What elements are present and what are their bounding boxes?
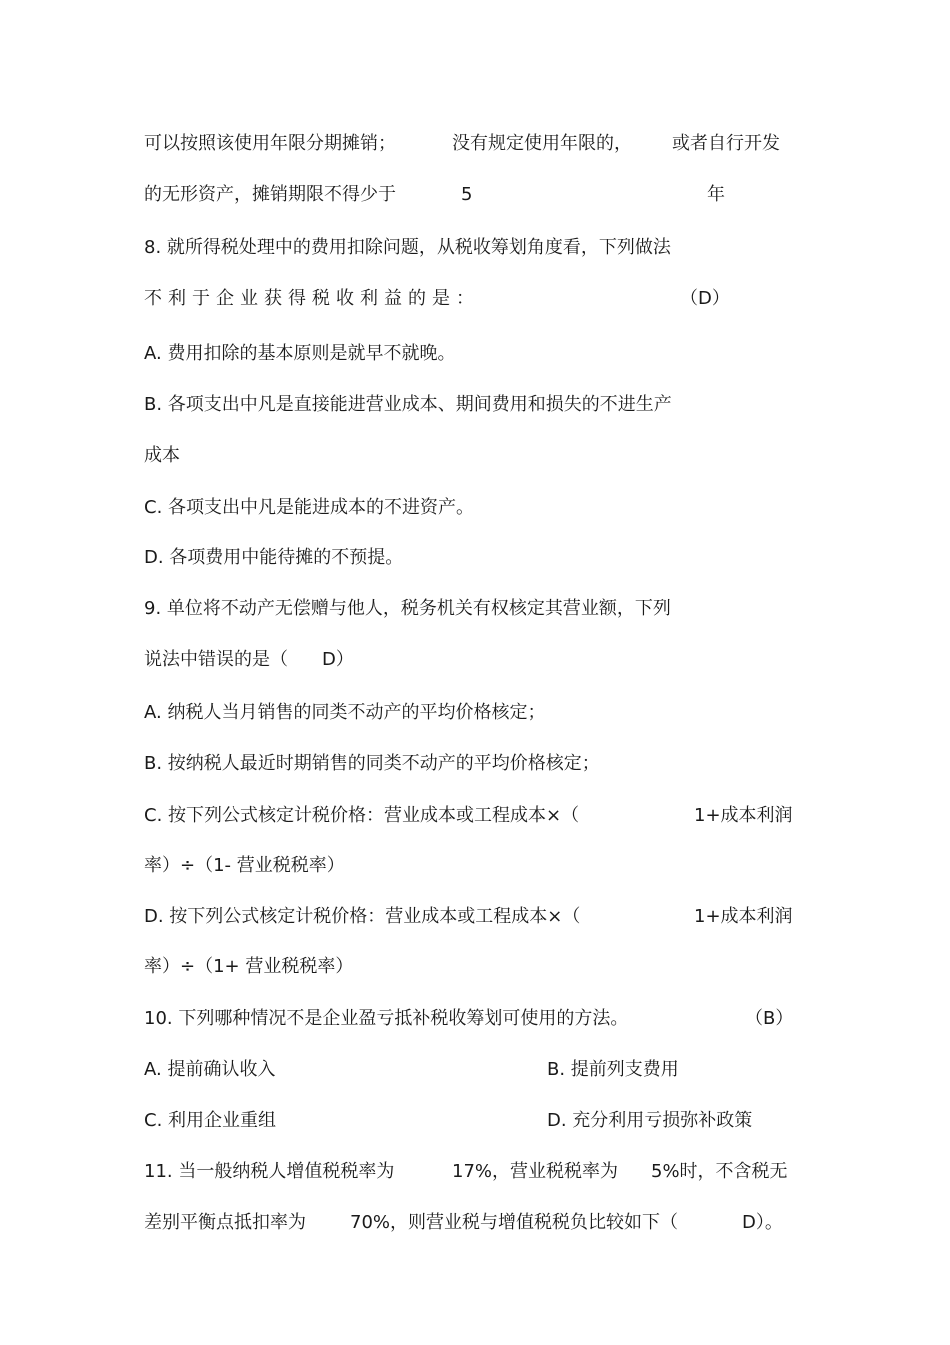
option-c: C. 按下列公式核定计税价格：营业成本或工程成本×（ [144, 805, 580, 826]
text-line: 1+成本利润 [694, 906, 793, 927]
option-b: B. 按纳税人最近时期销售的同类不动产的平均价格核定； [144, 753, 600, 774]
option-a: A. 纳税人当月销售的同类不动产的平均价格核定； [144, 702, 546, 723]
text-line: 率）÷（1- 营业税税率） [144, 855, 345, 876]
text-line: 不利于企业获得税收利益的是： [144, 288, 480, 309]
option-c: C. 各项支出中凡是能进成本的不进资产。 [144, 497, 475, 518]
text-line: 5 [461, 184, 473, 205]
option-a: A. 费用扣除的基本原则是就早不就晚。 [144, 343, 456, 364]
text-line: 可以按照该使用年限分期摊销； [144, 133, 396, 154]
text-line: 5%时，不含税无 [651, 1161, 788, 1182]
question-11-stem: 11. 当一般纳税人增值税税率为 [144, 1161, 395, 1182]
answer-label: （B） [745, 1008, 794, 1029]
text-line: 说法中错误的是（ [144, 649, 288, 670]
text-line: 的无形资产，摊销期限不得少于 [144, 184, 396, 205]
option-c: C. 利用企业重组 [144, 1110, 277, 1131]
text-line: 70%，则营业税与增值税税负比较如下（ [350, 1212, 679, 1233]
option-d: D. 各项费用中能待摊的不预提。 [144, 547, 404, 568]
question-9-stem: 9. 单位将不动产无偿赠与他人，税务机关有权核定其营业额，下列 [144, 598, 671, 619]
text-line: 1+成本利润 [694, 805, 793, 826]
text-line: 没有规定使用年限的， [452, 133, 632, 154]
question-8-stem: 8. 就所得税处理中的费用扣除问题，从税收筹划角度看，下列做法 [144, 237, 671, 258]
text-line: 率）÷（1+ 营业税税率） [144, 956, 354, 977]
question-10-stem: 10. 下列哪种情况不是企业盈亏抵补税收筹划可使用的方法。 [144, 1008, 629, 1029]
text-line: 17%，营业税税率为 [452, 1161, 619, 1182]
option-d: D. 按下列公式核定计税价格：营业成本或工程成本×（ [144, 906, 581, 927]
text-line: 年 [707, 184, 725, 205]
text-line: 成本 [144, 445, 180, 466]
answer-label: （D） [680, 288, 730, 309]
text-line: 或者自行开发 [672, 133, 780, 154]
answer-label: D） [322, 649, 354, 670]
option-d: D. 充分利用亏损弥补政策 [547, 1110, 753, 1131]
option-b: B. 各项支出中凡是直接能进营业成本、期间费用和损失的不进生产 [144, 394, 672, 415]
answer-label: D）。 [742, 1212, 783, 1233]
text-line: 差别平衡点抵扣率为 [144, 1212, 306, 1233]
option-b: B. 提前列支费用 [547, 1059, 679, 1080]
option-a: A. 提前确认收入 [144, 1059, 276, 1080]
